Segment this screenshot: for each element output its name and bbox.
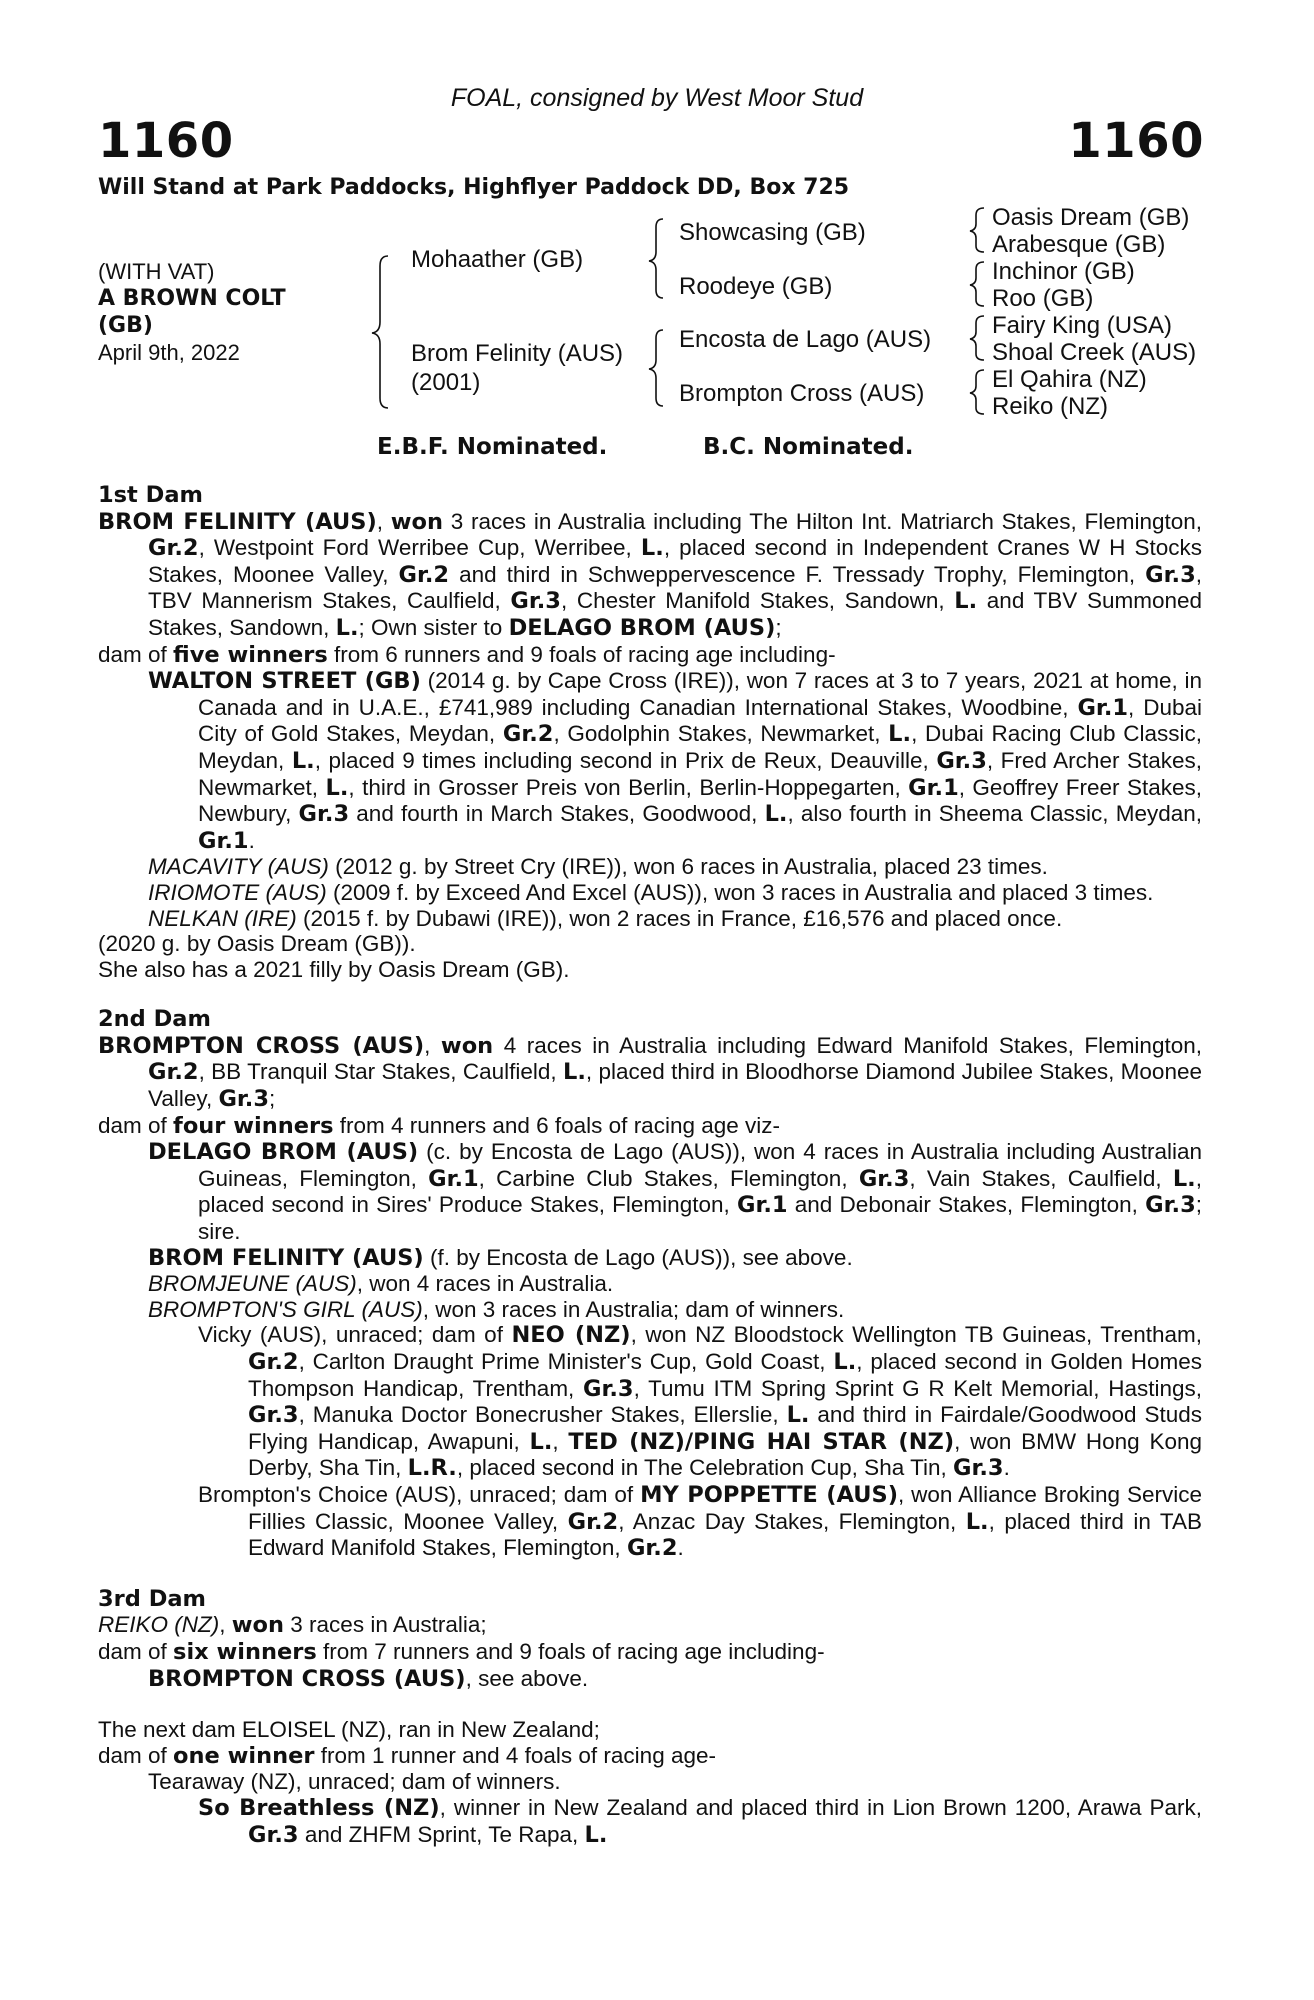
great-grandparent-3: Inchinor (GB) [992, 258, 1135, 285]
first-dam-heading: 1st Dam [98, 482, 203, 508]
stand-location: Will Stand at Park Paddocks, Highflyer Paddock DD, Box 725 [98, 175, 850, 200]
produce-delago-brom: DELAGO BROM (AUS) (c. by Encosta de Lago (AUS)), won 4 races in Australia including Australian Guineas, Flemington, Gr.1, Carbine Club Stakes, Flemington, Gr.3, Vain Stakes, Caulfield, L., placed second in Sires' Produce Stakes, Flemington, Gr.1 and Debonair Stakes, Flemington, Gr.3; sire. [148, 1139, 1202, 1245]
second-dam-name: BROMPTON CROSS (AUS) [98, 1032, 425, 1059]
sire-name: Mohaather (GB) [411, 246, 584, 273]
third-dam-record: REIKO (NZ), won 3 races in Australia; [98, 1612, 487, 1639]
horse-origin: (GB) [98, 313, 153, 338]
catalogue-body [98, 483, 1202, 1848]
won-label: won [390, 508, 444, 535]
produce-brom-felinity [98, 1245, 1202, 1272]
my-poppette-name: MY POPPETTE (AUS) [640, 1481, 899, 1508]
third-dam-produce-summary [98, 1639, 1202, 1666]
lot-number-left: 1160 [98, 113, 234, 169]
so-breathless-name: So Breathless (NZ) [198, 1794, 440, 1821]
consignor-line: FOAL, consigned by West Moor Stud [450, 84, 864, 112]
great-grandparent-8: Reiko (NZ) [992, 393, 1109, 420]
produce-2020-gelding: (2020 g. by Oasis Dream (GB)). [98, 931, 416, 957]
sire-dam: Roodeye (GB) [679, 273, 833, 300]
delago-brom-name: DELAGO BROM (AUS) [148, 1139, 419, 1166]
first-dam-produce-summary [98, 642, 1202, 669]
produce-2021-filly: She also has a 2021 filly by Oasis Dream (GB). [98, 956, 570, 982]
bromjeune-name: BROMJEUNE (AUS) [148, 1271, 357, 1297]
nelkan-name: NELKAN (IRE) [148, 905, 297, 931]
macavity-name: MACAVITY (AUS) [148, 854, 329, 880]
walton-street-name: WALTON STREET (GB) [148, 668, 421, 695]
bromptons-girl-name: BROMPTON'S GIRL (AUS) [148, 1296, 423, 1322]
great-grandparent-5: Fairy King (USA) [992, 312, 1173, 339]
winner-count: four winners [173, 1112, 334, 1139]
dam-of-suffix: from 4 runners and 6 foals of racing age viz- [333, 1112, 781, 1138]
neo-name: NEO (NZ) [511, 1322, 631, 1349]
dam-of-prefix: dam of [98, 1638, 174, 1664]
bc-nominated: B.C. Nominated. [703, 434, 914, 460]
vat-note: (WITH VAT) [98, 259, 215, 284]
lot-number-right: 1160 [1068, 113, 1204, 169]
dam-sire: Encosta de Lago (AUS) [679, 326, 932, 353]
next-dam-produce-summary [98, 1743, 1202, 1770]
produce-tearaway: Tearaway (NZ), unraced; dam of winners. [148, 1769, 561, 1795]
brace-sire-parents [649, 219, 663, 298]
dam-name: Brom Felinity (AUS) [411, 340, 624, 367]
dam-of-suffix: from 6 runners and 9 foals of racing age including- [327, 641, 836, 667]
dam-of-prefix: dam of [98, 1112, 174, 1138]
produce-bromptons-choice: Brompton's Choice (AUS), unraced; dam of MY POPPETTE (AUS), won Alliance Broking Service Fillies Classic, Moonee Valley, Gr.2, Anzac Day Stakes, Flemington, L., placed third in TAB Edward Manifold Stakes, Flemington, Gr.2. [198, 1481, 1203, 1562]
third-dam-record-text: 3 races in Australia; [284, 1612, 487, 1638]
bromptons-girl-text: , won 3 races in Australia; dam of winners. [422, 1296, 845, 1322]
produce-macavity [98, 854, 1202, 880]
first-dam-record: BROM FELINITY (AUS), won 3 races in Australia including The Hilton Int. Matriarch Stakes, Flemington, Gr.2, Westpoint Ford Werribee Cup, Werribee, L., placed second in Independent Cranes W H Stocks Stakes, Moonee Valley, Gr.2 and third in Schweppervescence F. Tressady Trophy, Flemington, Gr.3, TBV Mannerism Stakes, Caulfield, Gr.3, Chester Manifold Stakes, Sandown, L. and TBV Summoned Stakes, Sandown, L.; Own sister to DELAGO BROM (AUS); [98, 508, 1203, 641]
third-dam-heading: 3rd Dam [98, 1585, 206, 1612]
produce-so-breathless: So Breathless (NZ), winner in New Zealand and placed third in Lion Brown 1200, Arawa Park, Gr.3 and ZHFM Sprint, Te Rapa, L. [198, 1794, 1202, 1848]
brace-gg1 [970, 208, 984, 252]
winner-count: one winner [173, 1742, 315, 1769]
own-sister-name: DELAGO BROM (AUS) [508, 614, 776, 641]
won-label: won [231, 1612, 285, 1639]
bromjeune-text: , won 4 races in Australia. [356, 1271, 614, 1297]
own-sister-prefix: ; Own sister to [358, 614, 509, 640]
produce-brompton-cross [98, 1666, 1202, 1693]
produce-vicky: Vicky (AUS), unraced; dam of NEO (NZ), won NZ Bloodstock Wellington TB Guineas, Trentham, Gr.2, Carlton Draught Prime Minister's Cup, Gold Coast, L., placed second in Golden Homes Thompson Handicap, Trentham, Gr.3, Tumu ITM Spring Sprint G R Kelt Memorial, Hastings, Gr.3, Manuka Doctor Bonecrusher Stakes, Ellerslie, L. and third in Fairdale/Goodwood Studs Flying Handicap, Awapuni, L., TED (NZ)/PING HAI STAR (NZ), won BMW Hong Kong Derby, Sha Tin, L.R., placed second in The Celebration Cup, Sha Tin, Gr.3. [198, 1322, 1203, 1482]
produce-bromjeune [98, 1271, 1202, 1297]
ted-name: TED (NZ)/PING HAI STAR (NZ) [568, 1428, 955, 1455]
brace-gg2 [970, 262, 984, 306]
dam-dam: Brompton Cross (AUS) [679, 380, 925, 407]
brace-gg4 [970, 370, 984, 414]
produce-iriomote [98, 880, 1202, 906]
brace-dam-parents [649, 330, 663, 406]
produce-walton-street: WALTON STREET (GB) (2014 g. by Cape Cross (IRE)), won 7 races at 3 to 7 years, 2021 at home, in Canada and in U.A.E., £741,989 including Canadian International Stakes, Woodbine, Gr.1, Dubai City of Gold Stakes, Meydan, Gr.2, Godolphin Stakes, Newmarket, L., Dubai Racing Club Classic, Meydan, L., placed 9 times including second in Prix de Reux, Deauville, Gr.3, Fred Archer Stakes, Newmarket, L., third in Grosser Preis von Berlin, Berlin-Hoppegarten, Gr.1, Geoffrey Freer Stakes, Newbury, Gr.3 and fourth in March Stakes, Goodwood, L., also fourth in Sheema Classic, Meydan, Gr.1. [148, 668, 1203, 854]
dam-of-prefix: dam of [98, 641, 174, 667]
macavity-text: (2012 g. by Street Cry (IRE)), won 6 races in Australia, placed 23 times. [328, 854, 1048, 880]
nelkan-text: (2015 f. by Dubawi (IRE)), won 2 races in France, £16,576 and placed once. [296, 905, 1063, 931]
won-label: won [440, 1032, 494, 1059]
great-grandparent-1: Oasis Dream (GB) [992, 204, 1190, 231]
first-dam-record-text: 3 races in Australia including The Hilton Int. Matriarch Stakes, Flemington, [443, 508, 1202, 534]
dam-of-prefix: dam of [98, 1742, 174, 1768]
second-dam-record: BROMPTON CROSS (AUS), won 4 races in Australia including Edward Manifold Stakes, Flemington, Gr.2, BB Tranquil Star Stakes, Caulfield, L., placed third in Bloodhorse Diamond Jubilee Stakes, Moonee Valley, Gr.3; [98, 1032, 1202, 1113]
dam-of-suffix: from 1 runner and 4 foals of racing age- [314, 1742, 716, 1768]
second-dam-heading: 2nd Dam [98, 1006, 211, 1033]
produce-bromptons-girl [98, 1297, 1202, 1323]
winner-count: six winners [173, 1638, 317, 1665]
great-grandparent-6: Shoal Creek (AUS) [992, 339, 1197, 366]
great-grandparent-2: Arabesque (GB) [992, 231, 1166, 258]
iriomote-text: (2009 f. by Exceed And Excel (AUS)), won 3 races in Australia and placed 3 times. [326, 879, 1154, 905]
third-dam-name: REIKO (NZ) [98, 1612, 220, 1638]
great-grandparent-7: El Qahira (NZ) [992, 366, 1147, 393]
brom-felinity-name: BROM FELINITY (AUS) [148, 1244, 424, 1271]
ebf-nominated: E.B.F. Nominated. [377, 434, 608, 460]
winner-count: five winners [173, 641, 328, 668]
dam-of-suffix: from 7 runners and 9 foals of racing age including- [316, 1638, 825, 1664]
sire-sire: Showcasing (GB) [679, 219, 866, 246]
iriomote-name: IRIOMOTE (AUS) [148, 879, 327, 905]
horse-type: A BROWN COLT [98, 286, 286, 311]
produce-nelkan [98, 906, 1202, 932]
brompton-cross-text: , see above. [465, 1665, 589, 1691]
brace-parents [372, 256, 388, 408]
second-dam-produce-summary [98, 1113, 1202, 1140]
dam-year: (2001) [411, 369, 481, 396]
brace-gg3 [970, 316, 984, 360]
brom-felinity-text: (f. by Encosta de Lago (AUS)), see above. [423, 1244, 853, 1270]
brompton-cross-name: BROMPTON CROSS (AUS) [148, 1665, 466, 1692]
foaling-date: April 9th, 2022 [98, 340, 240, 365]
great-grandparent-4: Roo (GB) [992, 285, 1094, 312]
first-dam-name: BROM FELINITY (AUS) [98, 508, 377, 535]
next-dam-line: The next dam ELOISEL (NZ), ran in New Zealand; [98, 1717, 600, 1743]
